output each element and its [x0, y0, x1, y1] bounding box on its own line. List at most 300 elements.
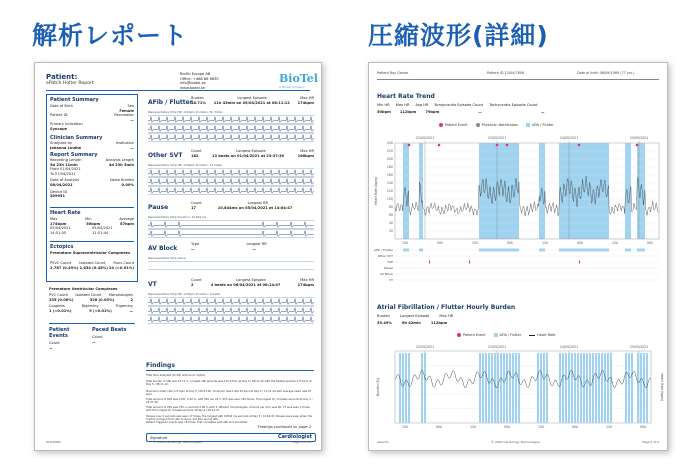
stat-value: 112bpm: [399, 109, 417, 114]
legend-label: Patient Event: [445, 123, 468, 127]
burden-bar: [509, 353, 511, 423]
ecg-strip: [148, 315, 314, 324]
field-label: Analysis Length: [105, 158, 134, 162]
sve-row-mark: [579, 261, 580, 264]
paced-beats-title: Paced Beats: [92, 327, 127, 333]
burden-bar: [518, 353, 520, 423]
field-label: Runs Count: [113, 261, 134, 265]
plot-frame: [395, 351, 651, 423]
hr-trend-title: Heart Rate Trend: [377, 93, 435, 100]
burden-bar: [628, 353, 630, 423]
panel-labels: [191, 278, 314, 283]
af-burden-title: Atrial Fibrillation / Flutter Hourly Burden: [377, 304, 516, 311]
field-label: Noise Burden: [109, 178, 134, 183]
legend-dot: [494, 333, 498, 337]
finding-paragraph: Maximum heart rate 173 bpm at Day 5 / 08:31:05, minimum heart rate 50 bpm at Day 5 / 11:51:44 with average heart rate 87 bpm.: [146, 390, 312, 397]
burden-bar: [497, 353, 499, 423]
burden-bar: [503, 353, 505, 423]
field-value: 2: [130, 297, 133, 302]
rhythm-panel: [146, 148, 316, 198]
x-tick-label: 12h: [537, 425, 545, 429]
y-tick-label: 20: [388, 229, 393, 234]
x-tick-label: 00h: [639, 425, 647, 429]
y-tick-label: 200: [386, 157, 393, 162]
hr-stats: [377, 103, 557, 114]
date-label: 23/05/2021: [487, 345, 507, 349]
ecg-strip: [148, 177, 314, 186]
burden-bar: [500, 353, 502, 423]
strip-label: Representative Strip Duration: 10,844 ms: [148, 215, 207, 219]
field-value: —: [129, 308, 133, 313]
summary-box: [46, 94, 138, 282]
field-label: PSVC Count: [50, 261, 72, 265]
x-tick-label: 00h: [506, 241, 514, 245]
ecg-strip: [148, 306, 314, 315]
legend-patient-event: [439, 123, 468, 127]
y-axis-label: Heart Rate (bpm): [374, 177, 378, 205]
panel-value: 10,844ms on 05/04/2021 at 14:04:47: [217, 206, 293, 210]
legend-label: Heart Rate: [537, 333, 556, 337]
x-tick-label: 12h: [401, 241, 409, 245]
field-label: Patient ID: [50, 113, 68, 118]
field-label: From 01/04/2021: [50, 167, 81, 172]
finding-paragraph: Total time analyzed 4d 23h with sinus rhythm.: [146, 374, 207, 377]
panel-label: Max HR: [300, 149, 314, 153]
panel-label: Count: [191, 278, 202, 282]
address-line: BioTel Europe AB: [180, 72, 211, 76]
rhythm-panel: [146, 200, 316, 238]
date-label: 22/05/2021: [415, 136, 435, 140]
x-tick-label: 12h: [469, 425, 477, 429]
ecg-strip: [148, 124, 314, 133]
svc-fields: [50, 261, 134, 270]
clinician-fields: [50, 141, 134, 150]
date-label: 24/05/2021: [559, 136, 579, 140]
burden-bar: [643, 353, 645, 423]
burden-bar: [515, 353, 517, 423]
legend-dot: [476, 123, 480, 127]
field-value: 4d 23h 5min: [108, 162, 134, 167]
date-label: 25/05/2021: [629, 345, 649, 349]
report-subtitle: ePatch Holter Report: [46, 81, 94, 86]
holter-report-page: [34, 62, 322, 451]
vc-title: Premature Ventricular Complexes: [49, 287, 118, 291]
y-tick-label: 220: [386, 149, 393, 154]
patient-name: Patient Roy Gande: [377, 71, 409, 75]
legend-label: AFib / Flutter: [499, 333, 522, 337]
paced-beats-count: [92, 335, 103, 344]
x-tick-label: 00h: [646, 241, 654, 245]
header-rule: [46, 90, 310, 91]
field-label: Primary Indication: [50, 122, 83, 127]
event-row-label: Pause: [384, 266, 393, 271]
date-label: 22/05/2021: [415, 345, 435, 349]
burden-bar: [512, 353, 514, 423]
burden-bar: [604, 353, 606, 423]
field-label: Min: [85, 217, 92, 221]
field-value: Female: [119, 108, 134, 113]
report-address: [180, 72, 219, 90]
stat-label: Burden: [377, 314, 390, 318]
burden-bar: [543, 353, 545, 423]
stat-value: 53.49%: [377, 320, 392, 325]
panel-value: 13 beats on 01/04/2021 at 23:37:39: [211, 154, 285, 158]
date-label: 24/05/2021: [559, 345, 579, 349]
field-value: 309951: [50, 194, 66, 199]
burden-bar: [491, 353, 493, 423]
burden-bar: [479, 353, 481, 423]
patient-events-count: [49, 341, 60, 350]
stat-value: —: [478, 109, 482, 114]
ecg-strip: [148, 297, 314, 306]
panel-title: Pause: [148, 204, 169, 211]
footer-left: QUICKMIC: [46, 440, 62, 444]
burden-bar: [571, 353, 573, 423]
panel-value: 2: [191, 283, 194, 287]
hr-legend: [439, 123, 554, 127]
panel-title: AFib / Flutter: [148, 99, 193, 106]
af-stats: [377, 314, 517, 325]
strip-label: Representative Strip HR: 111bpm Duration: 5h 34min: [148, 110, 224, 114]
patient-event-marker: [578, 144, 581, 147]
stat-value: 79bpm: [425, 109, 440, 114]
x-tick-label: 12h: [401, 425, 409, 429]
report-summary-title: Report Summary: [50, 152, 98, 158]
patient-id: Patient ID 12/04/7808: [487, 71, 525, 75]
patient-event-marker: [636, 144, 639, 147]
rhythm-panel: [146, 95, 316, 145]
field-label: Isolated Count: [79, 261, 106, 265]
logo-subtitle: A Philips company: [279, 85, 305, 89]
footer-copyright: © 2020 Cardiology Technologies: [153, 440, 202, 444]
legend-dot: [526, 123, 530, 127]
legend-afib: [526, 123, 554, 127]
legend-label: Physician Notification: [481, 123, 519, 127]
burden-bar: [637, 353, 639, 423]
finding-paragraph: Total amount of SVE was 2787, 0.49 %, with 562 per 24 h. SVT was seen 182 times. The longest for 13 beats seconds at Day 1 / 23:37:39.: [146, 398, 313, 405]
field-value: 08/04/2021: [50, 182, 73, 187]
panel-labels: [191, 242, 314, 247]
field-value: 174bpm: [50, 221, 67, 226]
field-label: Device ID: [50, 189, 68, 194]
patient-event-marker: [506, 144, 509, 147]
x-tick-label: 00h: [503, 425, 511, 429]
field-label: Date of Birth: [50, 104, 73, 108]
af-burden-chart: [369, 339, 668, 435]
field-label: Recording Length: [50, 158, 82, 162]
heart-rate-fields: [50, 217, 134, 235]
footer-copyright: © 2020 Cardiology Technologies: [491, 440, 540, 444]
field-label: Average: [119, 217, 134, 221]
panel-label: Longest Episode: [236, 149, 266, 153]
panel-labels: [191, 149, 314, 154]
panel-value: —: [191, 247, 195, 251]
burden-bar: [574, 353, 576, 423]
burden-bar: [537, 353, 539, 423]
sve-row-mark: [429, 261, 430, 264]
y-tick-label: 80: [388, 205, 393, 210]
legend-line: [529, 335, 535, 336]
panel-value: 17: [191, 206, 197, 210]
patient-events-title: Patient Events: [49, 327, 70, 339]
burden-bar: [595, 353, 597, 423]
field-label: Count: [49, 341, 60, 345]
field-value: —: [92, 339, 96, 344]
x-tick-label: 00h: [571, 425, 579, 429]
panel-label: Count: [191, 149, 202, 153]
burden-bar: [559, 353, 561, 423]
burden-bar: [399, 353, 401, 423]
x-tick-label: 12h: [611, 241, 619, 245]
field-label: Institution: [115, 141, 134, 145]
field-label: Max: [50, 217, 58, 221]
burden-bar: [488, 353, 490, 423]
panel-label: Max HR: [300, 278, 314, 282]
y-tick-label: 100: [386, 197, 393, 202]
panel-label: Max HR: [300, 96, 314, 100]
field-value: 87bpm: [120, 221, 134, 226]
panel-values: [191, 154, 314, 159]
burden-bar: [485, 353, 487, 423]
signature-label: Signature: [150, 436, 168, 440]
y2-axis-label: Heart Rate (bpm): [660, 373, 664, 401]
burden-bar: [562, 353, 564, 423]
legend-afib: [494, 333, 522, 337]
heading-analysis-report: 解析レポート: [32, 21, 189, 50]
findings-title: Findings: [146, 362, 175, 369]
heart-rate-title: Heart Rate: [50, 210, 81, 216]
patient-event-marker: [496, 144, 499, 147]
burden-bar: [405, 353, 407, 423]
stat-label: Max HR: [395, 103, 410, 107]
y-axis-label: Burden (%): [376, 378, 380, 396]
panel-label: Longest Episode: [237, 96, 267, 100]
panel-label: Longest Episode: [236, 278, 266, 282]
field-value: —: [130, 117, 134, 122]
finding-paragraph: Pauses over 2 seconds was seen 17 times, the longest with 10844 ms seconds at Day 5 / 14:04:47. Pauses were seen when the rhythm changed from afib to sinus, but also during afib.: [146, 415, 313, 422]
vc-fields: [49, 293, 133, 313]
field-value: 5d 23h 11min: [50, 162, 78, 167]
rhythm-panel: [146, 277, 316, 323]
field-label: Count: [92, 335, 103, 339]
panel-value: 4 beats on 06/04/2021 at 06:14:47: [210, 283, 281, 287]
stat-label: Bradycardia Episode Count: [434, 103, 484, 107]
burden-bar: [546, 353, 548, 423]
ecg-strip: [148, 115, 314, 124]
ecg-strip: [148, 133, 314, 142]
section-rule: [50, 207, 134, 208]
burden-bar: [568, 353, 570, 423]
panel-label: Longest RR: [246, 242, 267, 246]
patient-dob: Date of birth 08/09/1989 (77 yrs.): [577, 71, 635, 75]
burden-bar: [506, 353, 508, 423]
section-rule: [50, 241, 134, 242]
field-value: 2,787 (0.49%): [50, 265, 79, 270]
burden-bar: [592, 353, 594, 423]
field-value: 9 (<0.01%): [89, 308, 112, 313]
burden-bar: [583, 353, 585, 423]
stat-label: Longest Episode: [399, 314, 430, 318]
ecg-strip: [148, 261, 314, 270]
field-label: Analyzed by: [50, 141, 72, 145]
biotel-logo: BioTel: [279, 72, 318, 85]
stat-value: 6h 42min: [401, 320, 421, 325]
waveform-page: [368, 62, 668, 451]
field-label: Trigeminy: [115, 304, 133, 309]
finding-paragraph: Patient triggered events was 16 times, that correlates with afib and sinus/test.: [146, 421, 249, 424]
panel-values: [191, 101, 314, 106]
field-value: 24 (<0.01%): [108, 265, 134, 270]
burden-bar: [408, 353, 410, 423]
legend-dot: [439, 123, 443, 127]
panel-label: Longest RR: [247, 201, 268, 205]
field-value: 335 (0.06%): [49, 297, 74, 302]
burden-bar: [421, 353, 423, 423]
report-summary-fields: [50, 158, 134, 199]
patient-event-marker: [408, 144, 411, 147]
stat-label: Min HR: [377, 103, 390, 107]
x-tick-label: 00h: [435, 425, 443, 429]
y-tick-label: 60: [388, 213, 393, 218]
event-row-label: SVE: [387, 260, 393, 265]
strip-label: Representative Strip HR: 174bpm Duration: 4 beats: [148, 292, 221, 296]
burden-bar: [540, 353, 542, 423]
burden-bar: [625, 353, 627, 423]
y-tick-label: 240: [386, 141, 393, 146]
field-value: 2,634 (0.45%): [79, 265, 108, 270]
panel-title: VT: [148, 281, 157, 288]
panel-values: [191, 206, 314, 211]
svc-title: Premature Supraventricular Complexes: [50, 251, 131, 255]
footer-page-number: Page 2 of 2: [642, 440, 659, 444]
field-value: 50bpm: [86, 221, 101, 226]
afib-row-bar: [419, 249, 423, 252]
patient-event-marker: [438, 144, 441, 147]
field-value: —: [130, 145, 134, 150]
field-label: 14:51:05: [50, 230, 67, 235]
field-label: 05/04/2021: [92, 226, 113, 231]
y-tick-label: 40: [388, 221, 393, 226]
date-label: 23/05/2021: [487, 136, 507, 140]
patient-summary-title: Patient Summary: [50, 97, 99, 103]
heart-rate-trace: [395, 176, 659, 216]
finding-paragraph: Total burden of afib was 18.71 %. Longest afib episode was 11h 43min at Day 5 / 08:11:12 with the fastest episode 173 bpm at Day 5 / 08:11:12.: [146, 380, 312, 387]
panel-label: Burden: [191, 96, 204, 100]
event-row-label: VT: [389, 278, 393, 283]
x-tick-label: 12h: [471, 241, 479, 245]
burden-bar: [565, 353, 567, 423]
afib-row-bar: [559, 249, 609, 252]
hr-trend-chart: [369, 129, 668, 301]
clinician-summary-title: Clinician Summary: [50, 135, 103, 141]
top-rule: [377, 79, 659, 80]
panel-value: 18.71%: [191, 101, 206, 105]
field-value: 328 (0.05%): [89, 297, 115, 302]
afib-row-bar: [539, 249, 545, 252]
field-label: Sex: [127, 104, 134, 108]
findings-rule: [146, 370, 314, 371]
strip-label: Representative Strip HR: 134bpm Duration: 13 beats: [148, 163, 222, 167]
burden-bar: [402, 353, 404, 423]
stat-value: 50bpm: [377, 109, 391, 114]
findings-continued: Findings continued on page 2: [257, 425, 311, 429]
address-line: Office: +468 86 6830: [180, 76, 219, 81]
burden-bar: [494, 353, 496, 423]
afib-row-bar: [403, 249, 409, 252]
burden-bar: [646, 353, 648, 423]
x-tick-label: 12h: [541, 241, 549, 245]
panel-labels: [191, 96, 314, 101]
field-label: 05/04/2021: [50, 226, 71, 231]
ecg-strip: [148, 220, 314, 229]
signature-role: Cardiologist: [277, 434, 312, 440]
afib-row-bar: [637, 249, 645, 252]
burden-bar: [424, 353, 426, 423]
burden-bar: [589, 353, 591, 423]
legend-label: AFib / Flutter: [532, 123, 554, 127]
stat-label: Tachycardia Episode Count: [489, 103, 538, 107]
legend-dot: [457, 333, 461, 337]
burden-bar: [586, 353, 588, 423]
patient-summary-fields: [50, 104, 134, 132]
panel-value: —: [252, 247, 257, 251]
field-label: Date of Analysis: [50, 178, 80, 183]
field-value: 0.00%: [121, 182, 134, 187]
panel-value: 174bpm: [297, 101, 314, 105]
panel-labels: [191, 201, 314, 206]
field-label: Morphologies: [108, 293, 133, 297]
x-tick-label: 00h: [436, 241, 444, 245]
panel-value: 174bpm: [297, 283, 314, 287]
rhythm-panel: [146, 241, 316, 274]
panel-title: Other SVT: [148, 152, 183, 159]
panel-label: Count: [191, 201, 202, 205]
afib-row-bar: [625, 249, 631, 252]
panel-values: [191, 283, 314, 288]
field-value: —: [49, 345, 53, 350]
burden-bar: [598, 353, 600, 423]
ectopics-title: Ectopics: [50, 244, 74, 250]
finding-paragraph: Total amount of VES was 335, in percent 0.06 % with 2 different morphologies. Amount per 24 h was 60. VT was seen 2 times, with the longest for 4 beats seconds at Day 6 / 06:14:47.: [146, 406, 311, 413]
x-tick-label: 00h: [576, 241, 584, 245]
section-rule: [49, 323, 135, 324]
legend-heart-rate: [529, 333, 555, 337]
y-tick-label: 120: [386, 189, 393, 194]
x-tick-label: 12h: [605, 425, 613, 429]
panel-label: Type: [191, 242, 200, 246]
ventricular-box: [46, 285, 138, 415]
ecg-strip: [148, 229, 314, 238]
field-label: Pacemaker: [114, 113, 134, 118]
burden-bar: [580, 353, 582, 423]
heading-compressed-waveform: 圧縮波形(詳細): [368, 21, 549, 50]
burden-bar: [577, 353, 579, 423]
footer-page-number: Page 1 of 22: [292, 440, 311, 444]
event-row-label: AV Block: [380, 272, 393, 277]
field-value: Syncope: [50, 126, 68, 131]
af-legend: [457, 333, 556, 337]
report-patient-title: Patient:: [46, 73, 78, 81]
event-row-label: AFib / Flutter: [373, 248, 393, 253]
field-label: Isolated Count: [75, 293, 102, 297]
panel-title: AV Block: [148, 245, 178, 252]
y-tick-label: 180: [386, 165, 393, 170]
sve-row-mark: [469, 261, 470, 264]
stat-value: 112bpm: [430, 320, 448, 325]
burden-bar: [610, 353, 612, 423]
legend-patient-event: [457, 333, 486, 337]
panel-values: [191, 247, 314, 252]
